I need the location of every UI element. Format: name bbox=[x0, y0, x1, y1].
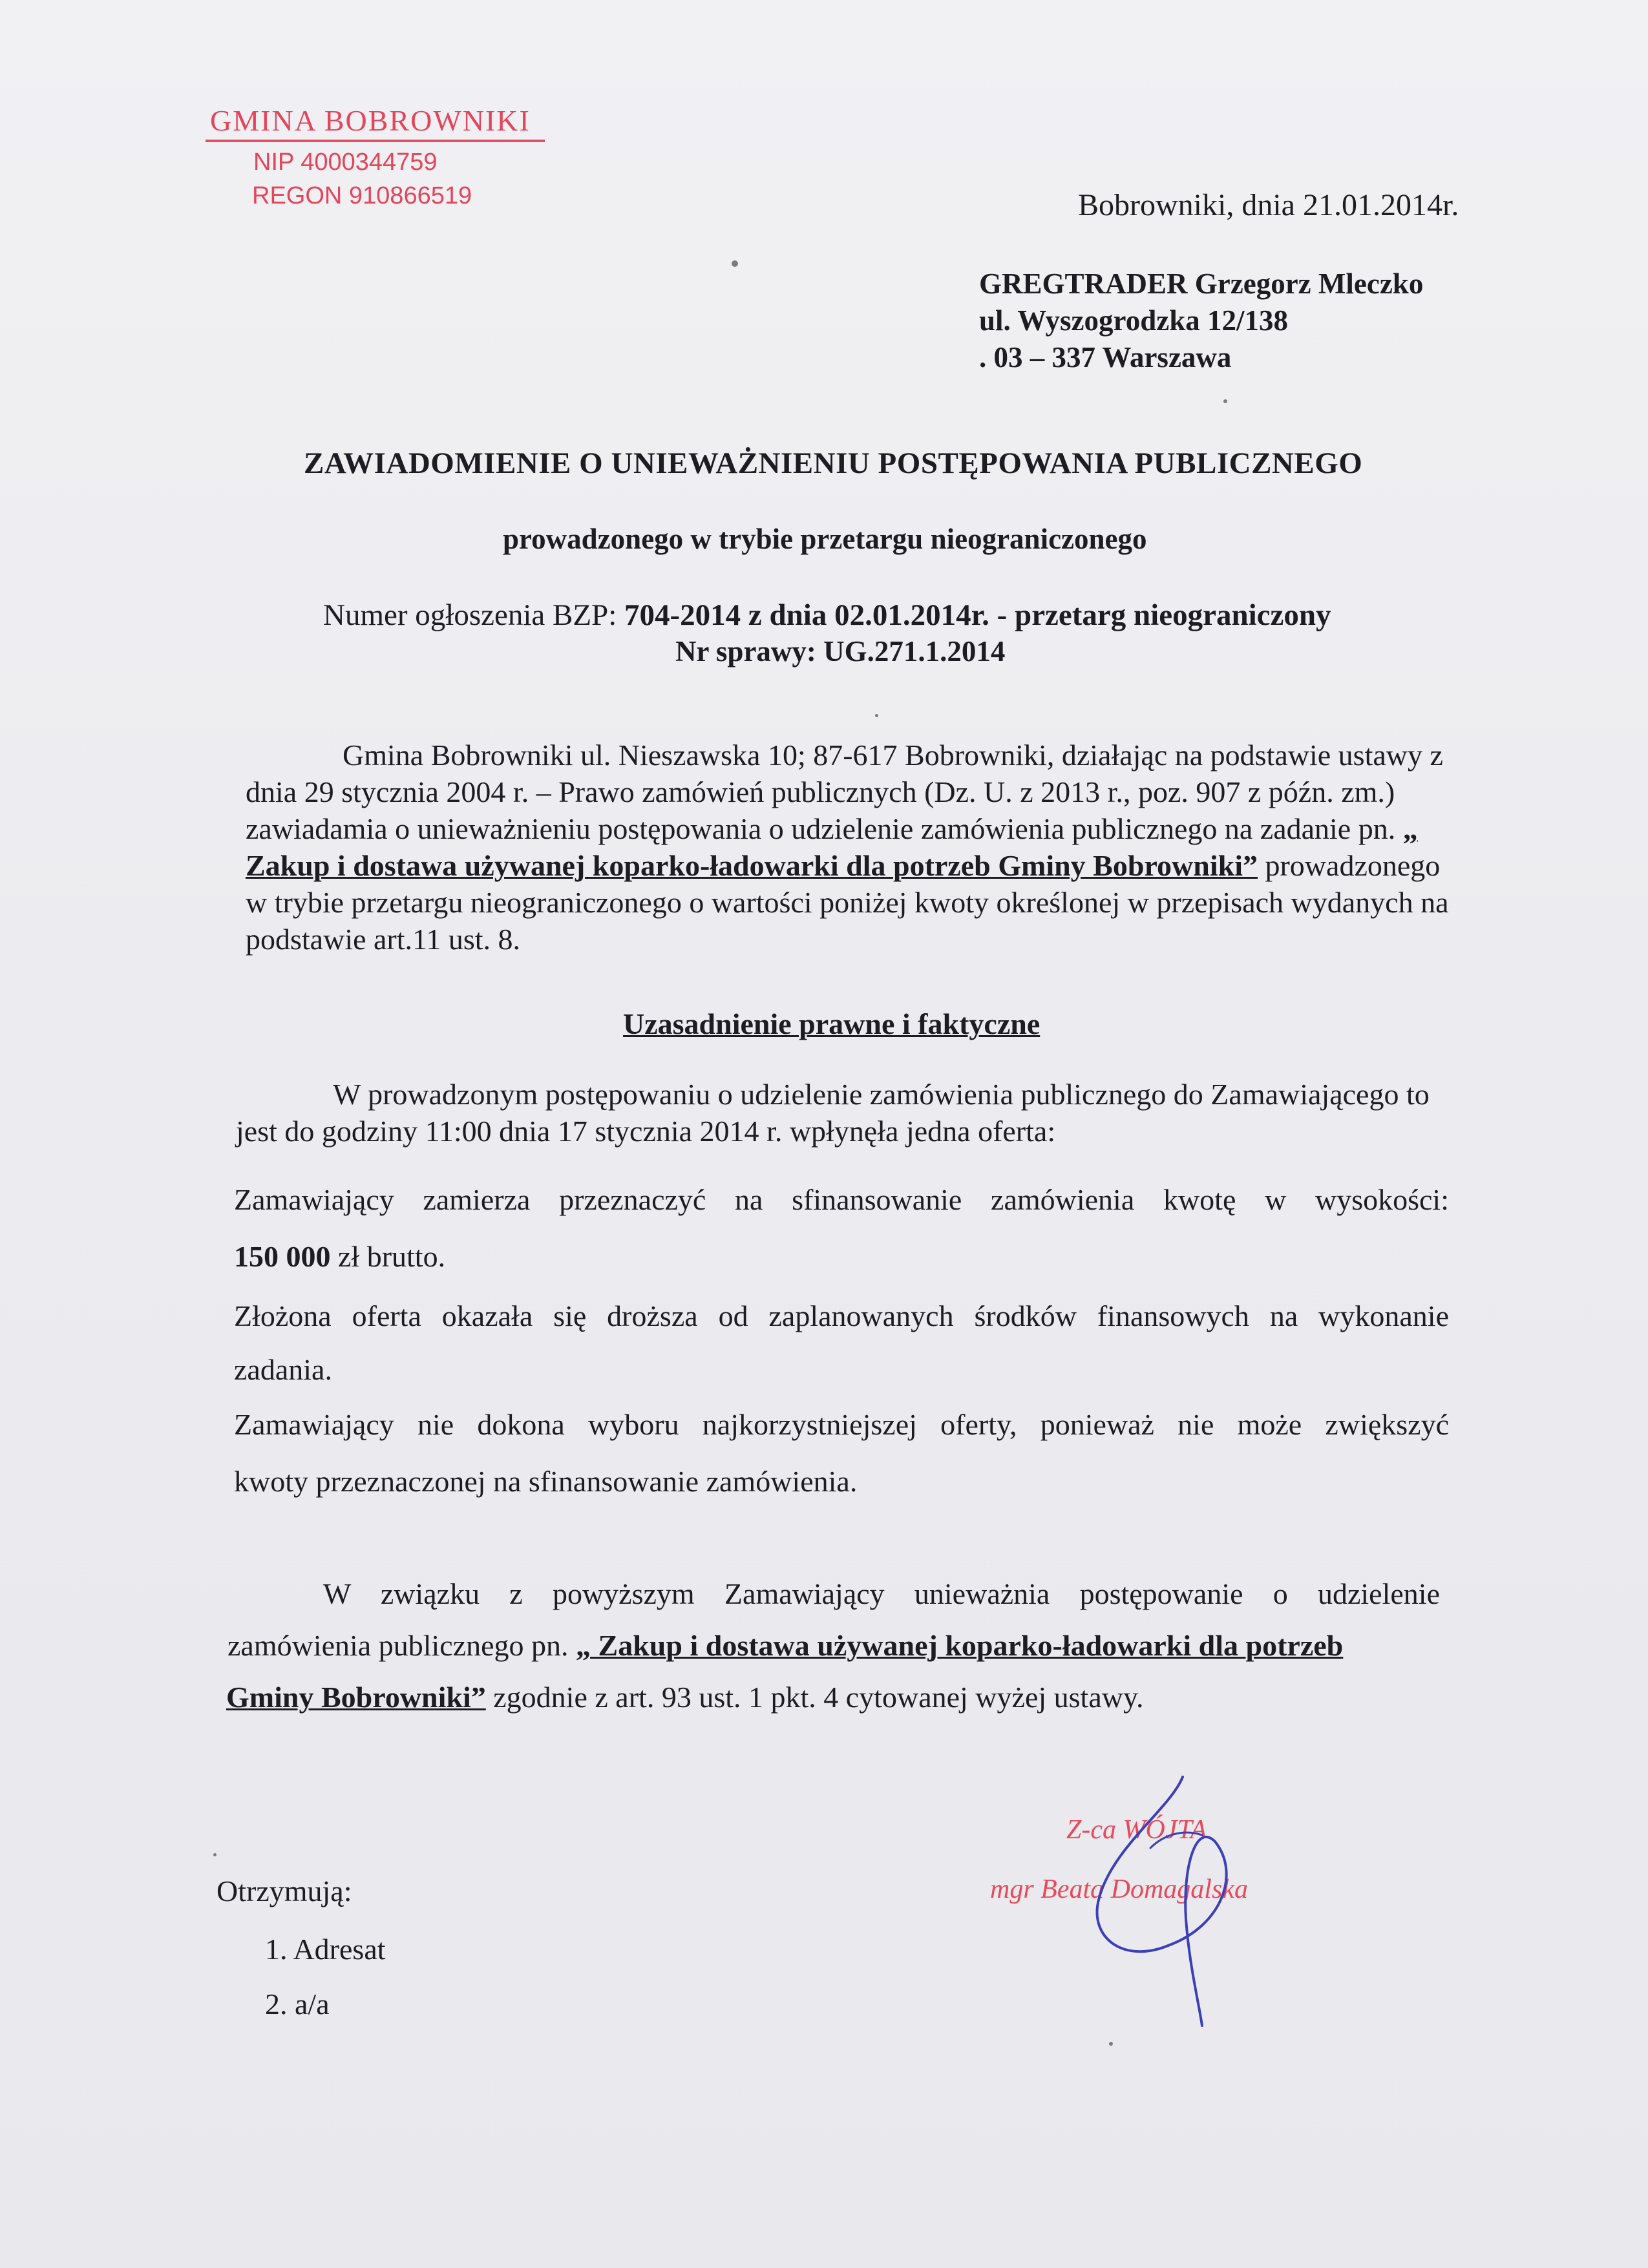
stamp-name: GMINA BOBROWNIKI bbox=[210, 104, 531, 137]
paragraph-notice-text-a: Gmina Bobrowniki ul. Nieszawska 10; 87-617 Bobrowniki, działając na podstawie ustawy z dnia 29 stycznia 2004 r. – Prawo zamówień publicznych (Dz. U. z 2013 r., poz. 907 z późn. zm.) zawiadamia o unieważnieniu postępowania o udzielenie zamówienia publicznego na zadanie pn. bbox=[246, 739, 1443, 845]
paragraph-notice bbox=[246, 737, 1454, 958]
stamp-nip: NIP 4000344759 bbox=[253, 149, 438, 176]
handwritten-signature bbox=[1073, 1770, 1305, 2029]
bzp-prefix: Numer ogłoszenia BZP: bbox=[323, 598, 625, 632]
case-number: Nr sprawy: UG.271.1.2014 bbox=[675, 635, 1006, 667]
conclusion-line3 bbox=[226, 1680, 1143, 1714]
conclusion-prefix: zamówienia publicznego pn. bbox=[227, 1629, 576, 1662]
bzp-reference bbox=[323, 598, 1331, 633]
conclusion-line2 bbox=[227, 1628, 1442, 1663]
task-name: „ Zakup i dostawa używanej koparko-ładowarki dla potrzeb Gminy Bobrowniki” bbox=[246, 812, 1418, 882]
conclusion-line1: W związku z powyższym Zamawiający unieważnia postępowanie o udzielenie bbox=[323, 1577, 1440, 1610]
paragraph-notice-text-b: prowadzonego w trybie przetargu nieograniczonego o wartości poniżej kwoty określonej w przepisach wydanych na podstawie art.11 ust. 8. bbox=[246, 849, 1449, 956]
scan-speck bbox=[1223, 399, 1227, 403]
recipient-item: 1. Adresat bbox=[265, 1933, 386, 1966]
scan-speck bbox=[213, 1853, 217, 1856]
stamp-regon: REGON 910866519 bbox=[252, 182, 472, 209]
budget-amount: 150 000 bbox=[234, 1240, 331, 1273]
conclusion-suffix: zgodnie z art. 93 ust. 1 pkt. 4 cytowanej wyżej ustawy. bbox=[485, 1681, 1144, 1714]
no-choice-line2: kwoty przeznaczonej na sfinansowanie zamówienia. bbox=[234, 1465, 858, 1498]
budget-suffix: zł brutto. bbox=[330, 1240, 446, 1273]
paragraph-offers bbox=[236, 1076, 1451, 1150]
section-title: Uzasadnienie prawne i faktyczne bbox=[623, 1007, 1041, 1040]
scan-speck bbox=[1109, 2042, 1113, 2046]
signature-name: mgr Beata Domagalska bbox=[990, 1874, 1248, 1904]
offer-note-line2: zadania. bbox=[234, 1353, 332, 1386]
budget-amount-line bbox=[234, 1239, 445, 1274]
recipients-heading: Otrzymują: bbox=[217, 1874, 352, 1907]
signature-role: Z-ca WÓJTA bbox=[1066, 1815, 1207, 1845]
document-subtitle: prowadzonego w trybie przetargu nieograniczonego bbox=[503, 523, 1147, 555]
offer-note-line1: Złożona oferta okazała się droższa od zaplanowanych środków finansowych na wykonanie bbox=[234, 1299, 1449, 1332]
bzp-number: 704-2014 z dnia 02.01.2014r. - przetarg nieograniczony bbox=[624, 598, 1331, 632]
place-date: Bobrowniki, dnia 21.01.2014r. bbox=[1078, 188, 1459, 222]
paragraph-offers-text: W prowadzonym postępowaniu o udzielenie zamówienia publicznego do Zamawiającego to jest do godziny 11:00 dnia 17 stycznia 2014 r. wpłynęła jedna oferta: bbox=[236, 1078, 1430, 1148]
budget-line: Zamawiający zamierza przeznaczyć na sfinansowanie zamówienia kwotę w wysokości: bbox=[234, 1183, 1449, 1216]
recipient-street: ul. Wyszogrodzka 12/138 bbox=[979, 304, 1288, 337]
stamp-underline bbox=[206, 140, 545, 142]
no-choice-line1: Zamawiający nie dokona wyboru najkorzystniejszej oferty, ponieważ nie może zwiększyć bbox=[234, 1408, 1449, 1441]
conclusion-task-part1: „ Zakup i dostawa używanej koparko-ładowarki dla potrzeb bbox=[576, 1629, 1344, 1662]
recipient-name: GREGTRADER Grzegorz Mleczko bbox=[979, 268, 1424, 300]
document-title: ZAWIADOMIENIE O UNIEWAŻNIENIU POSTĘPOWANIA PUBLICZNEGO bbox=[304, 446, 1363, 480]
scan-speck bbox=[732, 260, 738, 267]
recipient-city: . 03 – 337 Warszawa bbox=[979, 341, 1232, 373]
scan-speck bbox=[875, 714, 878, 717]
conclusion-task-part2: Gminy Bobrowniki” bbox=[226, 1681, 486, 1714]
recipient-item: 2. a/a bbox=[265, 1988, 330, 2021]
